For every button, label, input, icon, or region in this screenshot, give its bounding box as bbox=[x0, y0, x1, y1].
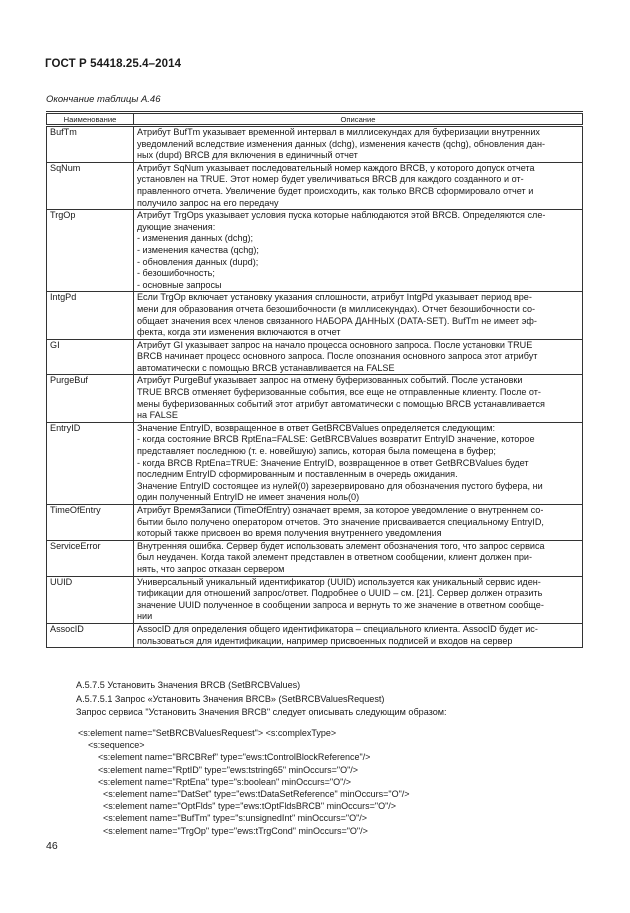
attribute-description bbox=[134, 505, 583, 541]
description-line: Атрибут TrgOps указывает условия пуска которые наблюдаются этой BRCB. Определяются сле- bbox=[137, 210, 546, 221]
attribute-description bbox=[134, 422, 583, 504]
description-line: - когда BRCB RptEna=TRUE: Значение EntryID, возвращенное в ответ GetBRCBValues будет bbox=[137, 457, 529, 468]
description-line: Атрибут PurgeBuf указывает запрос на отмену буферизованных событий. После установки bbox=[137, 375, 523, 386]
attribute-name: ServiceError bbox=[47, 540, 134, 576]
description-line: - когда состояние BRCB RptEna=FALSE: GetBRCBValues возвратит EntryID значение, которое bbox=[137, 434, 535, 445]
description-line: BRCB начинает процесс основного запроса. После опознания основного запроса этот атрибут bbox=[137, 351, 538, 362]
section-heading-a57511: А.5.7.5.1 Запрос «Установить Значения BRCB» (SetBRCBValuesRequest) bbox=[76, 693, 385, 704]
table-row bbox=[47, 505, 583, 541]
description-line: пользоваться для идентификации, например присвоенных подписей и входов на сервер bbox=[137, 635, 513, 646]
code-line: <s:element name="BufTm" type="s:unsignedInt" minOccurs="O"/> bbox=[78, 813, 368, 824]
description-line: тификации для отношений запрос/ответ. Подробнее о UUID – см. [21]. Сервер должен отразить bbox=[137, 588, 543, 599]
table-header-row bbox=[47, 113, 583, 126]
code-line: <s:element name="DatSet" type="ews:tDataSetReference" minOccurs="O"/> bbox=[78, 789, 410, 800]
description-line: Атрибут ВремяЗаписи (TimeOfEntry) означает время, за которое уведомление о внутреннем со- bbox=[137, 505, 544, 515]
description-line: - основные запросы bbox=[137, 279, 222, 290]
description-line: - изменения качества (qchg); bbox=[137, 244, 259, 255]
table-row bbox=[47, 210, 583, 292]
attribute-description bbox=[134, 126, 583, 163]
table-row bbox=[47, 375, 583, 422]
description-line: общает значения всех членов связанного НАБОРА ДАННЫХ (DATA-SET). BufTm не имеет эф- bbox=[137, 315, 537, 326]
description-line: Универсальный уникальный идентификатор (UUID) используется как уникальный сервис иден- bbox=[137, 576, 541, 587]
section-paragraph: Запрос сервиса "Установить Значения BRCB" следует описывать следующим образом: bbox=[76, 707, 447, 717]
description-line: - безошибочность; bbox=[137, 268, 215, 279]
description-line: Значение EntryID состоящее из нулей(0) зарезервировано для обозначения пустого буфера, ни bbox=[137, 480, 543, 491]
attribute-name: GI bbox=[47, 339, 134, 375]
description-line: который также присвоен во время получения внутреннего уведомления bbox=[137, 528, 442, 539]
attribute-name: EntryID bbox=[47, 422, 134, 504]
description-line: TRUE BRCB отменяет буферизованные события, все еще не отправленные клиенту. После от- bbox=[137, 387, 541, 398]
xml-code-block bbox=[78, 727, 410, 837]
code-line: <s:element name="SetBRCBValuesRequest"> <s:complexType> bbox=[78, 728, 337, 738]
attribute-description bbox=[134, 292, 583, 339]
table-row bbox=[47, 162, 583, 209]
description-line: был неудачен. Когда такой элемент представлен в ответном сообщении, клиент должен при- bbox=[137, 552, 533, 563]
attribute-name: AssocID bbox=[47, 623, 134, 647]
table-caption: Окончание таблицы А.46 bbox=[46, 94, 161, 105]
page-number: 46 bbox=[46, 840, 58, 852]
description-line: - изменения данных (dchg); bbox=[137, 233, 254, 244]
description-line: значение UUID полученное в сообщении запроса и вернуть то же значение в ответном сообще- bbox=[137, 599, 544, 610]
code-line: <s:element name="RptEna" type="s:boolean" minOccurs="O"/> bbox=[78, 776, 352, 787]
attribute-name: TrgOp bbox=[47, 210, 134, 292]
table-row bbox=[47, 576, 583, 623]
table-row bbox=[47, 422, 583, 504]
description-line: дующие значения: bbox=[137, 221, 216, 232]
description-line: Внутренняя ошибка. Сервер будет использовать элемент обозначения того, что запрос сервиса bbox=[137, 540, 545, 551]
attribute-name: PurgeBuf bbox=[47, 375, 134, 422]
attribute-name: IntgPd bbox=[47, 292, 134, 339]
column-header-name: Наименование bbox=[47, 113, 134, 126]
attribute-description bbox=[134, 339, 583, 375]
description-line: AssocID для определения общего идентификатора – специального клиента. AssocID будет ис- bbox=[137, 623, 538, 634]
attribute-name: BufTm bbox=[47, 126, 134, 163]
table-row bbox=[47, 292, 583, 339]
description-line: установлен на TRUE. Этот номер будет увеличиваться BRCB для каждого созданного и от- bbox=[137, 174, 524, 185]
code-line: <s:element name="TrgOp" type="ews:tTrgCond" minOccurs="O"/> bbox=[78, 825, 368, 836]
table-row bbox=[47, 126, 583, 163]
attribute-name: TimeOfEntry bbox=[47, 505, 134, 541]
description-line: мени для образования отчета безошибочности (в миллисекундах). Отчет безошибочности со- bbox=[137, 303, 536, 314]
description-line: на FALSE bbox=[137, 410, 178, 421]
description-line: последним EntryID сформированным и поставленным в очередь ожидания. bbox=[137, 469, 458, 480]
standard-designation: ГОСТ Р 54418.25.4–2014 bbox=[45, 58, 182, 70]
table-row bbox=[47, 623, 583, 647]
code-line: <s:element name="OptFlds" type="ews:tOptFldsBRCB" minOccurs="O"/> bbox=[78, 801, 397, 812]
code-line: <s:element name="RptID" type="ews:tstring65" minOccurs="O"/> bbox=[78, 764, 359, 775]
description-line: автоматически с помощью BRCB устанавливается на FALSE bbox=[137, 362, 395, 373]
description-line: нии bbox=[137, 611, 153, 622]
description-line: - обновления данных (dupd); bbox=[137, 256, 259, 267]
description-line: нять, что запрос отказан сервером bbox=[137, 563, 285, 574]
table-row bbox=[47, 339, 583, 375]
description-line: уведомлений вследствие изменения данных (dchg), изменения качеств (qchg), обновления дан- bbox=[137, 138, 546, 149]
attribute-name: UUID bbox=[47, 576, 134, 623]
table-row bbox=[47, 540, 583, 576]
attribute-description bbox=[134, 576, 583, 623]
description-line: Если TrgOp включает установку указания сплошности, атрибут IntgPd указывает период вре- bbox=[137, 292, 532, 303]
description-line: Атрибут BufTm указывает временной интервал в миллисекундах для буферизации внутренних bbox=[137, 127, 540, 137]
attribute-description bbox=[134, 210, 583, 292]
description-line: мены буферизованных событий этот атрибут автоматически с помощью BRCB устанавливается bbox=[137, 398, 545, 409]
description-line: ных (dupd) BRCB для включения в единичный отчет bbox=[137, 150, 358, 161]
attribute-description bbox=[134, 162, 583, 209]
column-header-description: Описание bbox=[134, 113, 583, 126]
description-line: Значение EntryID, возвращенное в ответ GetBRCBValues определяется следующим: bbox=[137, 422, 496, 433]
description-line: правленного отчета. Увеличение будет происходить, как только BRCB сформировало отчет и bbox=[137, 185, 534, 196]
description-line: фекта, когда эти изменения включаются в отчет bbox=[137, 327, 341, 338]
description-line: один полученный EntryID не имеет значения ноль(0) bbox=[137, 492, 360, 503]
section-heading-a5751: А.5.7.5 Установить Значения BRCB (SetBRCBValues) bbox=[76, 680, 301, 690]
description-line: представляет последнюю (т. е. новейшую) запись, которая была помещена в буфер; bbox=[137, 446, 496, 457]
attribute-description bbox=[134, 623, 583, 647]
description-line: получило запрос на его передачу bbox=[137, 197, 279, 208]
code-line: <s:element name="BRCBRef" type="ews:tControlBlockReference"/> bbox=[78, 752, 371, 763]
description-line: Атрибут GI указывает запрос на начало процесса основного запроса. После установки TRUE bbox=[137, 339, 533, 350]
attribute-description bbox=[134, 375, 583, 422]
section-text bbox=[76, 679, 447, 720]
attribute-table bbox=[46, 111, 583, 648]
attribute-name: SqNum bbox=[47, 162, 134, 209]
attribute-description bbox=[134, 540, 583, 576]
description-line: Атрибут SqNum указывает последовательный номер каждого BRCB, у которого допуск отчета bbox=[137, 162, 535, 173]
description-line: бытии было получено оператором отчетов. Это значение присваивается специальному EntryID, bbox=[137, 516, 544, 527]
code-line: <s:sequence> bbox=[78, 740, 145, 751]
